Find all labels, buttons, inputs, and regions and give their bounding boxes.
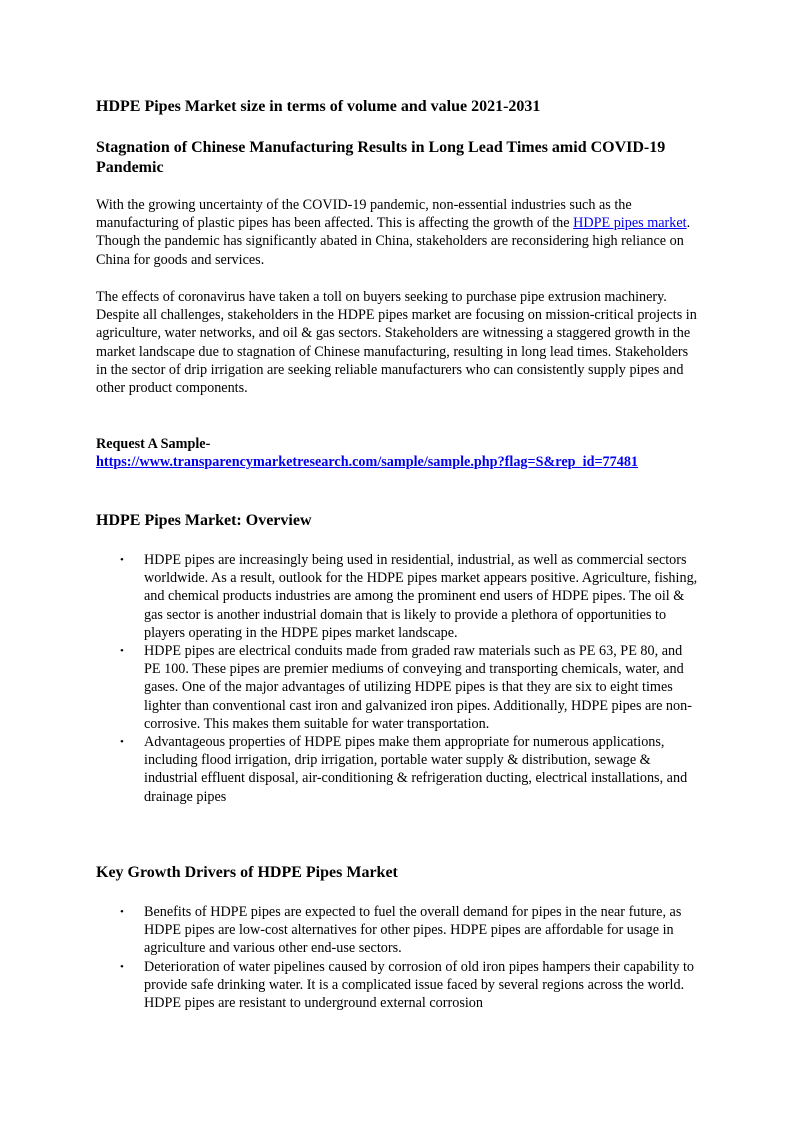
bullet-icon: • bbox=[120, 906, 124, 918]
list-item bbox=[96, 958, 698, 1013]
list-item bbox=[96, 551, 698, 642]
list-item-text: Advantageous properties of HDPE pipes make them appropriate for numerous applications, including flood irrigation, drip irrigation, portable water supply & distribution, sewage & industrial effluent disposal, air-conditioning & refrigeration ducting, electrical installations, and drainage pipes bbox=[144, 734, 688, 805]
bullet-icon: • bbox=[120, 554, 124, 566]
list-item-text: HDPE pipes are increasingly being used in residential, industrial, as well as commercial sectors worldwide. As a result, outlook for the HDPE pipes market appears positive. Agriculture, fishing, and chemical products industries are among the prominent end users of HDPE pipes. The oil & gas sector is another industrial domain that is likely to provide a plethora of opportunities to players operating in the HDPE pipes market landscape. bbox=[144, 552, 698, 641]
paragraph-text: . Though the pandemic has significantly abated in China, stakeholders are reconsidering high reliance on China for goods and services. bbox=[96, 215, 691, 268]
hdpe-pipes-market-link[interactable]: HDPE pipes market bbox=[573, 215, 687, 232]
request-sample-link[interactable]: https://www.transparencymarketresearch.com/sample/sample.php?flag=S&rep_id=77481 bbox=[96, 454, 639, 471]
request-sample-block bbox=[96, 435, 698, 471]
paragraph-coronavirus-effects: The effects of coronavirus have taken a toll on buyers seeking to purchase pipe extrusion machinery. Despite all challenges, stakeholders in the HDPE pipes market are focusing on mission-critical projects in agriculture, water networks, and oil & gas sectors. Stakeholders are witnessing a staggered growth in the market landscape due to stagnation of Chinese manufacturing, resulting in long lead times. Stakeholders in the sector of drip irrigation are seeking reliable manufacturers who can consistently supply pipes and other product components. bbox=[96, 289, 697, 397]
bullet-icon: • bbox=[120, 736, 124, 749]
list-item bbox=[96, 903, 698, 958]
request-sample-label: Request A Sample- bbox=[96, 436, 211, 452]
overview-list bbox=[96, 551, 698, 806]
section-heading-overview: HDPE Pipes Market: Overview bbox=[96, 512, 312, 529]
bullet-icon: • bbox=[120, 960, 124, 973]
bullet-icon: • bbox=[120, 645, 124, 658]
paragraph-covid-impact bbox=[96, 196, 698, 269]
list-item bbox=[96, 733, 698, 806]
paragraph-text: With the growing uncertainty of the COVID-19 pandemic, non-essential industries such as the manufacturing of plastic pipes has been affected. This is affecting the growth of the bbox=[96, 197, 632, 232]
growth-drivers-list bbox=[96, 903, 698, 1012]
section-heading-growth-drivers: Key Growth Drivers of HDPE Pipes Market bbox=[96, 864, 398, 881]
document-title: HDPE Pipes Market size in terms of volume and value 2021-2031 bbox=[96, 98, 541, 115]
section-heading-stagnation: Stagnation of Chinese Manufacturing Results in Long Lead Times amid COVID-19 Pandemic bbox=[96, 139, 666, 176]
list-item bbox=[96, 642, 698, 733]
list-item-text: HDPE pipes are electrical conduits made from graded raw materials such as PE 63, PE 80, and PE 100. These pipes are premier mediums of conveying and transporting chemicals, water, and gases. One of the major advantages of utilizing HDPE pipes is that they are six to eight times lighter than conventional cast iron and galvanized iron pipes. Additionally, HDPE pipes are non-corrosive. This makes them suitable for water transportation. bbox=[144, 643, 692, 732]
list-item-text: Deterioration of water pipelines caused by corrosion of old iron pipes hampers their capability to provide safe drinking water. It is a complicated issue faced by several regions across the world. HDPE pipes are resistant to underground external corrosion bbox=[144, 958, 694, 1012]
list-item-text: Benefits of HDPE pipes are expected to fuel the overall demand for pipes in the near future, as HDPE pipes are low-cost alternatives for other pipes. HDPE pipes are affordable for usage in agriculture and various other end-use sectors. bbox=[144, 904, 682, 957]
